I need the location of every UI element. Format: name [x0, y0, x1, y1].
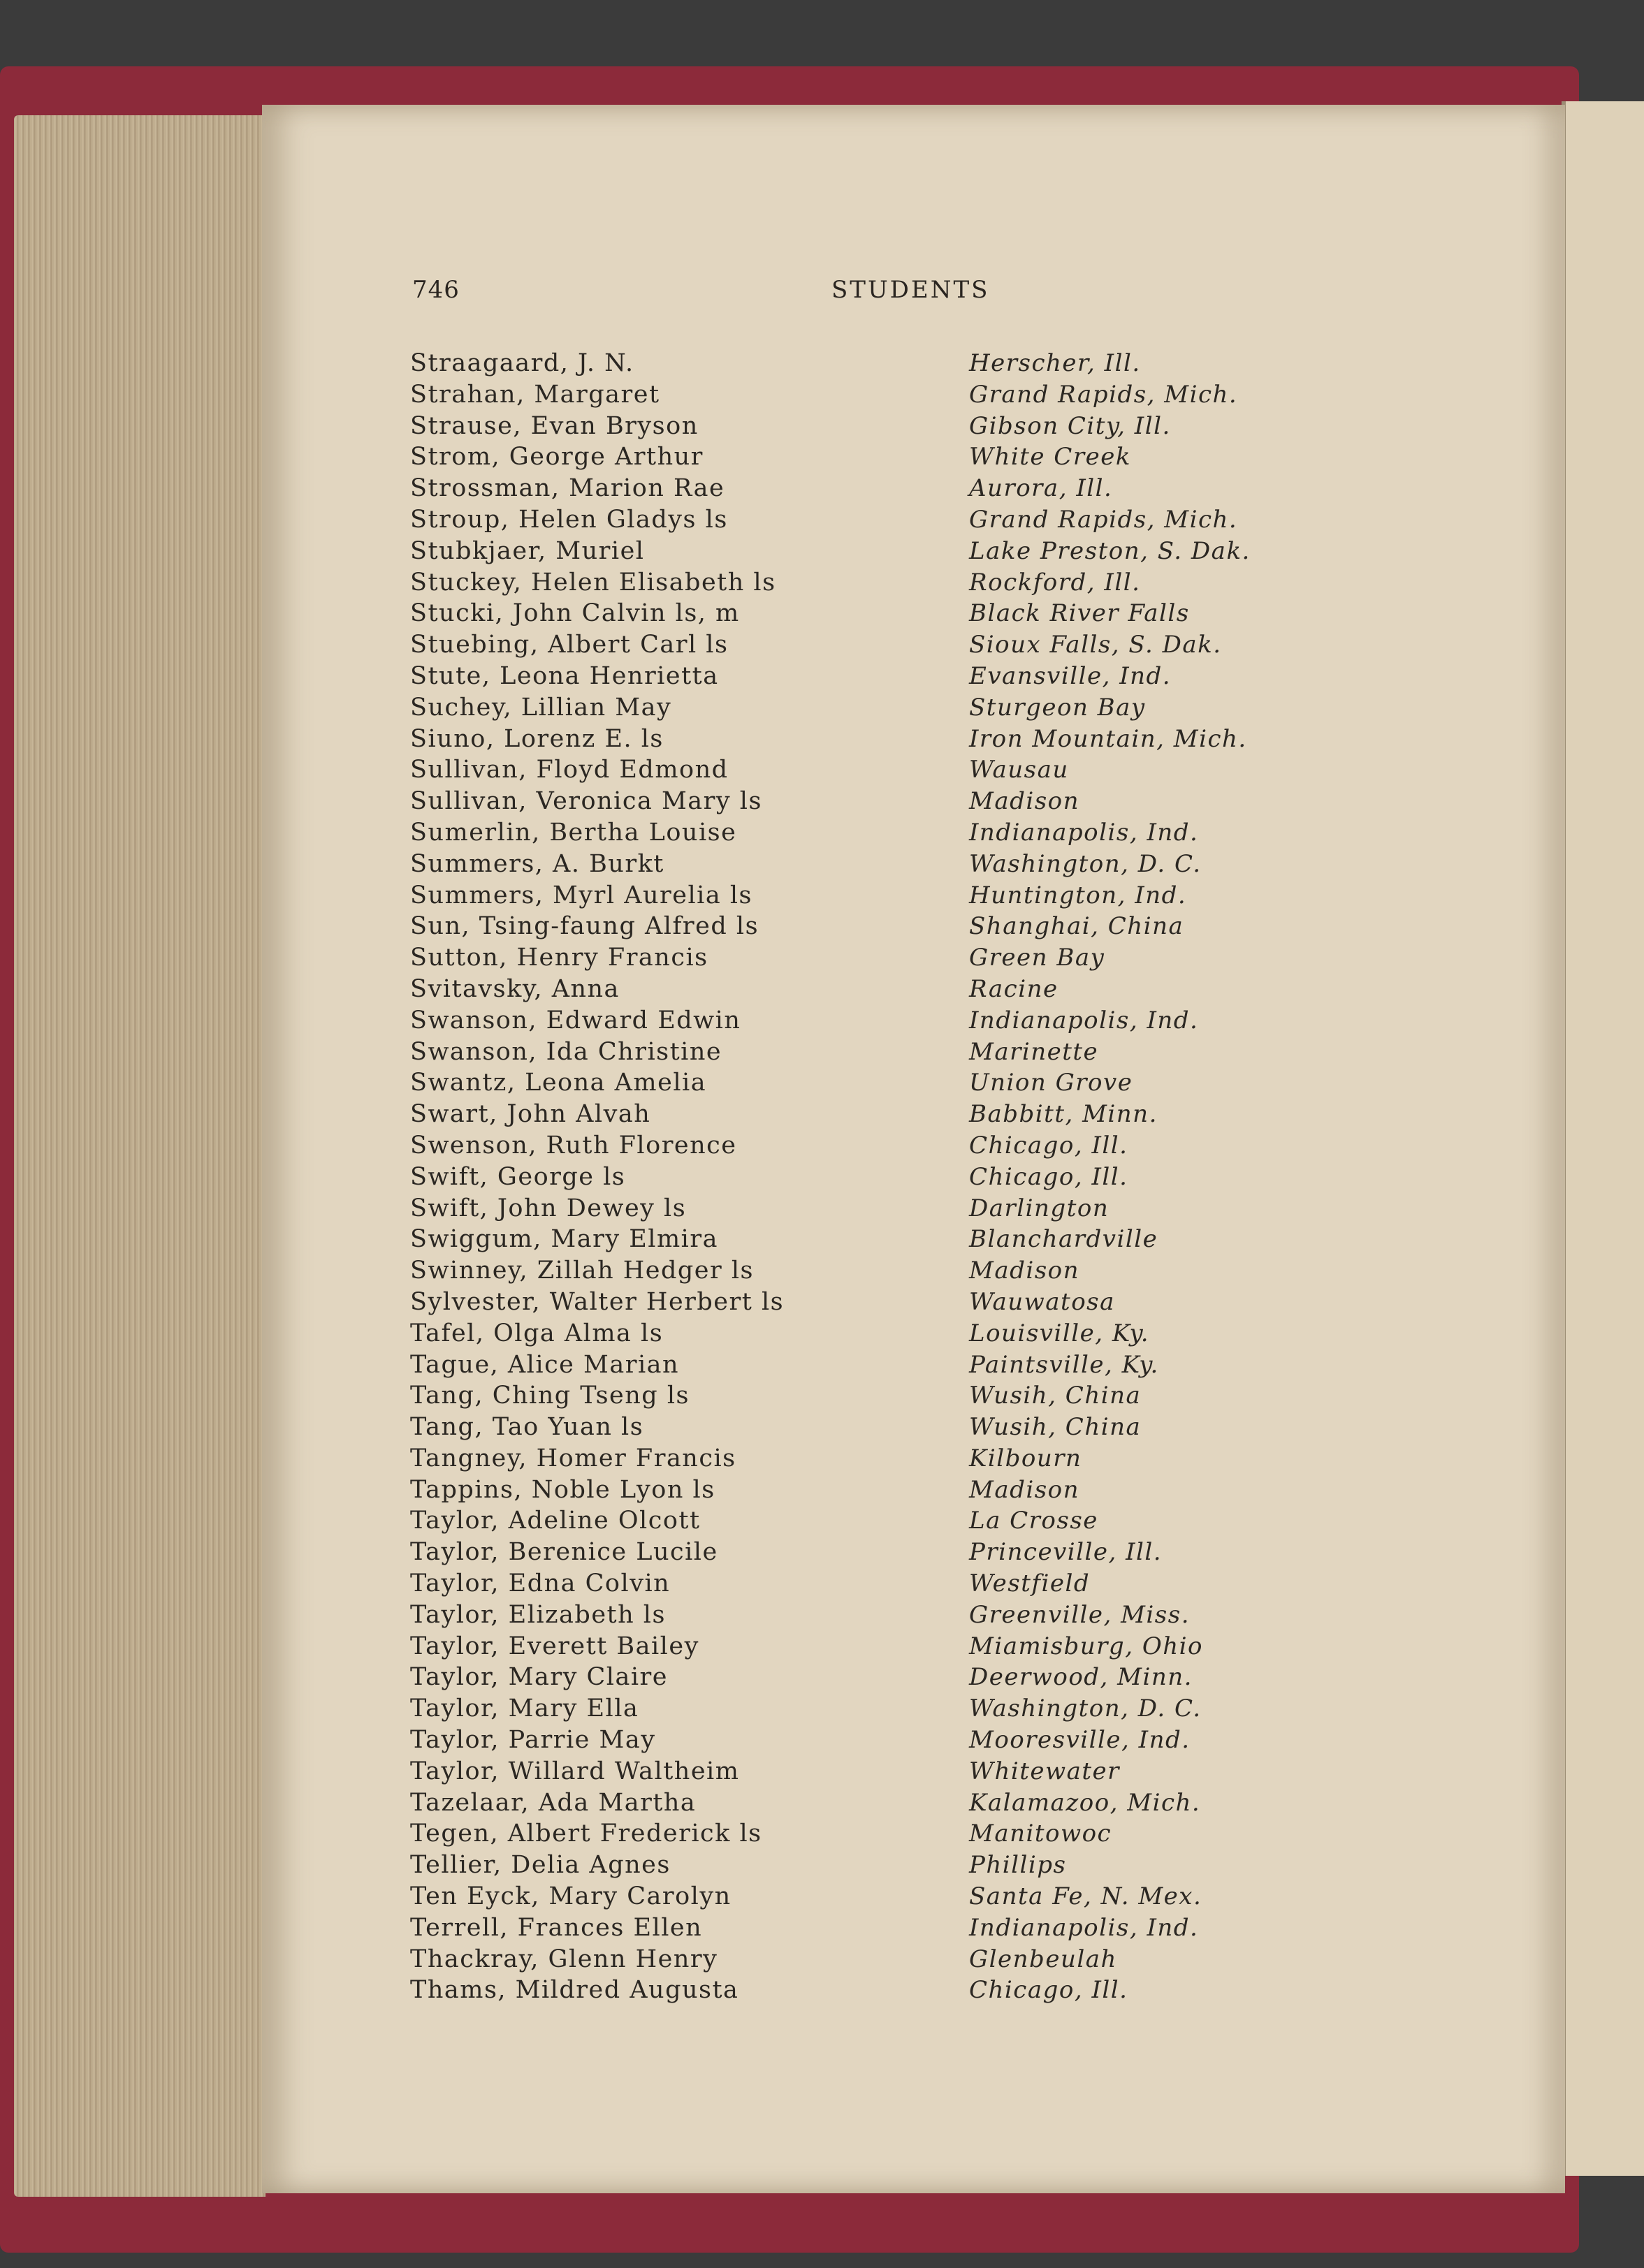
list-item [410, 944, 1318, 975]
student-hometown: Phillips [969, 1851, 1067, 1880]
list-item [410, 1570, 1318, 1601]
list-item [410, 1225, 1318, 1257]
student-hometown: Mooresville, Ind. [969, 1726, 1191, 1755]
list-item [410, 1851, 1318, 1882]
student-hometown: Evansville, Ind. [969, 661, 1172, 690]
student-hometown: Glenbeulah [969, 1945, 1117, 1973]
student-name: Terrell, Frances Ellen [410, 1913, 703, 1942]
student-hometown: Princeville, Ill. [969, 1538, 1163, 1567]
list-item [410, 1601, 1318, 1632]
student-hometown: Green Bay [969, 944, 1105, 972]
student-hometown: Miamisburg, Ohio [969, 1632, 1203, 1660]
student-hometown: Aurora, Ill. [969, 474, 1113, 503]
student-hometown: Madison [969, 787, 1080, 816]
student-hometown: Kilbourn [969, 1444, 1082, 1472]
list-item [410, 381, 1318, 412]
student-hometown: Blanchardville [969, 1225, 1158, 1254]
student-name: Stubkjaer, Muriel [410, 536, 645, 565]
list-item [410, 1632, 1318, 1664]
student-hometown: Darlington [969, 1194, 1110, 1222]
student-hometown: Marinette [969, 1037, 1099, 1066]
list-item [410, 1069, 1318, 1100]
list-item [410, 1945, 1318, 1977]
list-item [410, 912, 1318, 944]
student-name: Tegen, Albert Frederick ls [410, 1820, 762, 1848]
student-name: Thams, Mildred Augusta [410, 1976, 739, 2005]
student-hometown: Sioux Falls, S. Dak. [969, 631, 1222, 659]
student-hometown: Santa Fe, N. Mex. [969, 1882, 1202, 1911]
student-name: Taylor, Mary Claire [410, 1663, 668, 1692]
student-hometown: Union Grove [969, 1069, 1133, 1097]
student-name: Taylor, Mary Ella [410, 1695, 639, 1723]
student-hometown: Kalamazoo, Mich. [969, 1788, 1201, 1817]
student-name: Strahan, Margaret [410, 380, 660, 409]
student-hometown: Wusih, China [969, 1382, 1142, 1410]
student-hometown: Greenville, Miss. [969, 1600, 1191, 1629]
list-item [410, 1789, 1318, 1820]
list-item [410, 756, 1318, 787]
student-hometown: Westfield [969, 1570, 1091, 1598]
student-name: Taylor, Adeline Olcott [410, 1507, 701, 1535]
student-hometown: Louisville, Ky. [969, 1319, 1150, 1347]
list-item [410, 1257, 1318, 1288]
student-name: Tappins, Noble Lyon ls [410, 1475, 715, 1504]
student-hometown: Washington, D. C. [969, 1695, 1202, 1723]
student-name: Strossman, Marion Rae [410, 474, 725, 503]
student-name: Taylor, Berenice Lucile [410, 1538, 718, 1567]
list-item [410, 569, 1318, 600]
student-name: Sylvester, Walter Herbert ls [410, 1287, 785, 1316]
student-name: Taylor, Parrie May [410, 1726, 656, 1755]
student-hometown: Wusih, China [969, 1413, 1142, 1442]
student-hometown: Chicago, Ill. [969, 1162, 1128, 1191]
student-name: Swift, John Dewey ls [410, 1194, 687, 1222]
list-item [410, 1663, 1318, 1695]
list-item [410, 1007, 1318, 1038]
student-hometown: Huntington, Ind. [969, 881, 1187, 909]
list-item [410, 1507, 1318, 1538]
student-hometown: Indianapolis, Ind. [969, 1006, 1199, 1034]
student-hometown: Manitowoc [969, 1820, 1112, 1848]
student-hometown: Babbitt, Minn. [969, 1100, 1158, 1129]
student-hometown: Rockford, Ill. [969, 568, 1141, 597]
list-item [410, 819, 1318, 850]
student-name: Swenson, Ruth Florence [410, 1131, 737, 1159]
student-name: Tang, Tao Yuan ls [410, 1413, 644, 1442]
list-item [410, 349, 1318, 381]
student-list [410, 349, 1318, 2007]
student-name: Sutton, Henry Francis [410, 944, 708, 972]
student-name: Tang, Ching Tseng ls [410, 1382, 690, 1410]
student-name: Taylor, Elizabeth ls [410, 1600, 666, 1629]
list-item [410, 1695, 1318, 1726]
list-item [410, 1319, 1318, 1351]
student-hometown: Paintsville, Ky. [969, 1350, 1159, 1379]
list-item [410, 1100, 1318, 1132]
student-name: Sullivan, Floyd Edmond [410, 756, 729, 784]
list-item [410, 787, 1318, 819]
student-name: Swanson, Ida Christine [410, 1037, 722, 1066]
list-item [410, 1194, 1318, 1226]
student-name: Tazelaar, Ada Martha [410, 1788, 697, 1817]
student-hometown: Grand Rapids, Mich. [969, 505, 1238, 534]
student-hometown: Indianapolis, Ind. [969, 818, 1199, 847]
list-item [410, 1413, 1318, 1444]
student-name: Stuckey, Helen Elisabeth ls [410, 568, 776, 597]
student-name: Thackray, Glenn Henry [410, 1945, 718, 1973]
student-name: Tague, Alice Marian [410, 1350, 680, 1379]
student-name: Ten Eyck, Mary Carolyn [410, 1882, 732, 1911]
student-hometown: Madison [969, 1257, 1080, 1285]
student-hometown: Gibson City, Ill. [969, 411, 1171, 440]
student-hometown: Madison [969, 1475, 1080, 1504]
list-item [410, 1132, 1318, 1163]
list-item [410, 1288, 1318, 1319]
student-name: Sumerlin, Bertha Louise [410, 818, 737, 847]
student-name: Suchey, Lillian May [410, 693, 672, 722]
list-item [410, 1976, 1318, 2007]
student-name: Tellier, Delia Agnes [410, 1851, 671, 1880]
student-name: Taylor, Everett Bailey [410, 1632, 699, 1660]
student-hometown: Herscher, Ill. [969, 349, 1141, 377]
running-head: STUDENTS [831, 276, 990, 304]
list-item [410, 1351, 1318, 1382]
list-item [410, 662, 1318, 694]
student-name: Strause, Evan Bryson [410, 411, 699, 440]
list-item [410, 725, 1318, 756]
list-item [410, 1757, 1318, 1789]
student-hometown: Chicago, Ill. [969, 1131, 1128, 1159]
student-name: Swart, John Alvah [410, 1100, 651, 1129]
list-item [410, 1444, 1318, 1476]
page-edges [14, 115, 265, 2197]
student-name: Stucki, John Calvin ls, m [410, 599, 740, 628]
page-number: 746 [412, 276, 460, 304]
list-item [410, 850, 1318, 881]
student-hometown: Deerwood, Minn. [969, 1663, 1193, 1692]
student-name: Svitavsky, Anna [410, 974, 620, 1003]
list-item [410, 1914, 1318, 1945]
list-item [410, 975, 1318, 1007]
student-hometown: Wauwatosa [969, 1287, 1115, 1316]
student-name: Stute, Leona Henrietta [410, 661, 719, 690]
student-name: Summers, Myrl Aurelia ls [410, 881, 753, 909]
student-name: Taylor, Edna Colvin [410, 1570, 671, 1598]
list-item [410, 1538, 1318, 1570]
list-item [410, 1382, 1318, 1413]
student-name: Swinney, Zillah Hedger ls [410, 1257, 755, 1285]
student-name: Taylor, Willard Waltheim [410, 1757, 740, 1785]
list-item [410, 631, 1318, 662]
student-name: Straagaard, J. N. [410, 349, 634, 377]
student-name: Summers, A. Burkt [410, 849, 664, 878]
student-name: Sullivan, Veronica Mary ls [410, 787, 762, 816]
student-name: Swift, George ls [410, 1162, 626, 1191]
list-item [410, 1820, 1318, 1851]
student-hometown: Whitewater [969, 1757, 1120, 1785]
student-hometown: Black River Falls [969, 599, 1190, 628]
student-hometown: Wausau [969, 756, 1069, 784]
list-item [410, 412, 1318, 444]
student-hometown: Racine [969, 974, 1059, 1003]
student-name: Swiggum, Mary Elmira [410, 1225, 718, 1254]
student-hometown: Iron Mountain, Mich. [969, 724, 1247, 753]
student-name: Siuno, Lorenz E. ls [410, 724, 664, 753]
student-hometown: Sturgeon Bay [969, 693, 1146, 722]
student-name: Swanson, Edward Edwin [410, 1006, 741, 1034]
student-hometown: La Crosse [969, 1507, 1098, 1535]
student-name: Stroup, Helen Gladys ls [410, 505, 728, 534]
list-item [410, 1726, 1318, 1757]
student-hometown: Shanghai, China [969, 912, 1184, 941]
student-hometown: Indianapolis, Ind. [969, 1913, 1199, 1942]
student-name: Tafel, Olga Alma ls [410, 1319, 664, 1347]
student-name: Stuebing, Albert Carl ls [410, 631, 729, 659]
student-name: Tangney, Homer Francis [410, 1444, 736, 1472]
student-hometown: Chicago, Ill. [969, 1976, 1128, 2005]
list-item [410, 443, 1318, 474]
student-name: Strom, George Arthur [410, 443, 704, 471]
student-hometown: Washington, D. C. [969, 849, 1202, 878]
student-hometown: Lake Preston, S. Dak. [969, 536, 1251, 565]
list-item [410, 506, 1318, 537]
list-item [410, 599, 1318, 631]
list-item [410, 1038, 1318, 1069]
student-name: Sun, Tsing-faung Alfred ls [410, 912, 759, 941]
list-item [410, 537, 1318, 569]
list-item [410, 1476, 1318, 1507]
student-hometown: Grand Rapids, Mich. [969, 380, 1238, 409]
list-item [410, 881, 1318, 913]
list-item [410, 474, 1318, 506]
adjacent-page-edge [1562, 101, 1644, 2176]
student-name: Swantz, Leona Amelia [410, 1069, 707, 1097]
list-item [410, 1163, 1318, 1194]
list-item [410, 694, 1318, 725]
student-hometown: White Creek [969, 443, 1131, 471]
list-item [410, 1882, 1318, 1914]
